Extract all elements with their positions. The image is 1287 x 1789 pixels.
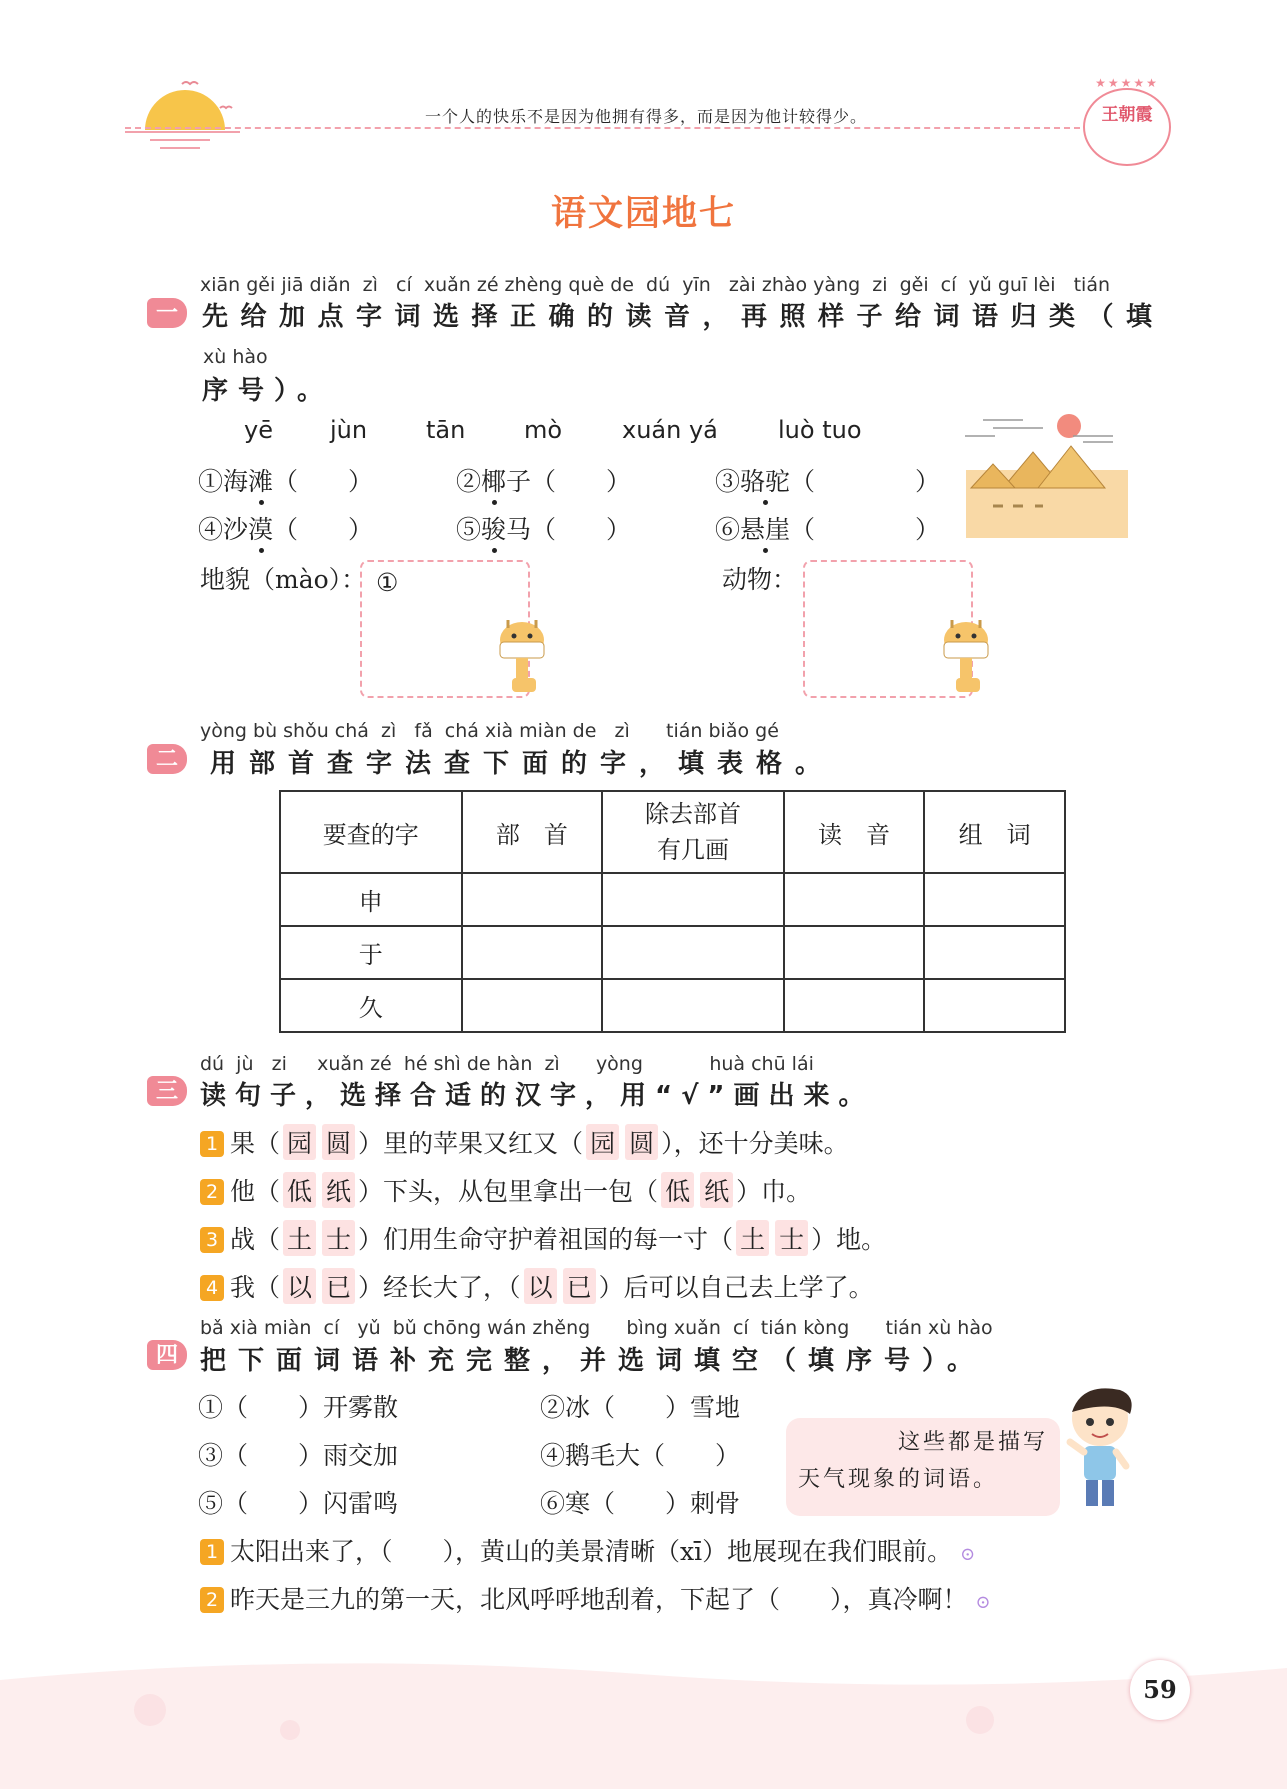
reading-option: jùn <box>330 416 368 444</box>
answer-cell[interactable] <box>924 979 1065 1032</box>
choice-option[interactable]: 已 <box>563 1268 596 1304</box>
row-character: 久 <box>280 979 462 1032</box>
table-header: 除去部首 有几画 <box>602 791 784 873</box>
answer-cell[interactable] <box>462 873 603 926</box>
section1-badge: 一 <box>147 298 187 328</box>
tip-line2: 天气现象的词语。 <box>798 1467 999 1492</box>
table-header: 要查的字 <box>280 791 462 873</box>
word-item: ①海滩（ ） <box>198 467 374 496</box>
idiom-item: ①（ ）开雾散 <box>198 1393 399 1422</box>
answer-cell[interactable] <box>924 873 1065 926</box>
location-pin-icon: ⊙ <box>960 1544 976 1565</box>
section1-instruction-line2: 序号）。 <box>202 376 334 406</box>
footer-wave <box>0 1650 1287 1789</box>
section1-pinyin-line2: xù hào <box>203 346 268 368</box>
table-header: 读 音 <box>784 791 925 873</box>
desert-pyramid-illustration <box>963 402 1131 540</box>
logo-text: 王朝霞 <box>1101 105 1153 125</box>
section2-instruction: 用部首查字法查下面的字，填表格。 <box>210 749 835 779</box>
word-item: ②椰子（ ） <box>456 467 632 496</box>
choice-sentence: 3 战（ 土 士 ）们用生命守护着祖国的每一寸（ 土 士 ）地。 <box>200 1220 886 1256</box>
table-row <box>280 926 1065 979</box>
reading-option: luò tuo <box>778 416 862 444</box>
reading-option: tān <box>426 416 466 444</box>
word-item: ⑤骏马（ ） <box>456 515 632 544</box>
choice-option[interactable]: 纸 <box>700 1172 733 1208</box>
choice-option[interactable]: 纸 <box>322 1172 355 1208</box>
idiom-item: ④鹅毛大（ ） <box>540 1441 741 1470</box>
idiom-item: ⑥寒（ ）刺骨 <box>540 1489 741 1518</box>
tip-line1: 这些都是描写 <box>897 1430 1048 1455</box>
category2-label: 动物： <box>722 565 798 594</box>
publisher-logo: ★★★★★ 王朝霞 <box>1083 88 1171 166</box>
choice-sentence: 4 我（ 以 已 ）经长大了，（ 以 已 ）后可以自己去上学了。 <box>200 1268 874 1304</box>
row-character: 于 <box>280 926 462 979</box>
choice-sentence: 1 果（ 园 圆 ）里的苹果又红又（ 园 圆 ），还十分美味。 <box>200 1124 849 1160</box>
choice-option[interactable]: 以 <box>283 1268 316 1304</box>
answer-cell[interactable] <box>602 979 784 1032</box>
answer-cell[interactable] <box>462 926 603 979</box>
table-row <box>280 873 1065 926</box>
word-item: ④沙漠（ ） <box>198 515 374 544</box>
section1-instruction-line1: 先给加点字词选择正确的读音，再照样子给词语归类（填 <box>202 302 1165 332</box>
category1-example: ① <box>376 568 399 597</box>
choice-sentence: 2 他（ 低 纸 ）下头，从包里拿出一包（ 低 纸 ）巾。 <box>200 1172 811 1208</box>
section4-pinyin: bǎ xià miàn cí yǔ bǔ chōng wán zhěng bìng xuǎn cí tián kòng tián xù hào <box>200 1317 993 1339</box>
fill-sentence: 1 太阳出来了，（ ），黄山的美景清晰（xī）地展现在我们眼前。 ⊙ <box>200 1532 975 1568</box>
choice-option[interactable]: 圆 <box>322 1124 355 1160</box>
word-item: ③骆驼（ ） <box>715 467 941 496</box>
tip-bubble <box>786 1418 1060 1516</box>
page-number: 59 <box>1143 1675 1177 1704</box>
row-character: 申 <box>280 873 462 926</box>
category1-label: 地貌（mào）： <box>200 565 367 594</box>
section2-pinyin: yòng bù shǒu chá zì fǎ chá xià miàn de zì tián biǎo gé <box>200 720 779 742</box>
table-header: 部 首 <box>462 791 603 873</box>
page-title: 语文园地七 <box>550 194 736 234</box>
lookup-table <box>279 790 1066 1033</box>
table-header: 组 词 <box>924 791 1065 873</box>
reading-option: yē <box>244 416 273 444</box>
choice-option[interactable]: 低 <box>661 1172 694 1208</box>
sun-decoration <box>120 70 240 155</box>
choice-option[interactable]: 园 <box>586 1124 619 1160</box>
giraffe-icon <box>938 612 994 696</box>
choice-option[interactable]: 土 <box>736 1220 769 1256</box>
section3-badge: 三 <box>147 1076 187 1106</box>
answer-cell[interactable] <box>784 979 925 1032</box>
choice-option[interactable]: 士 <box>775 1220 808 1256</box>
location-pin-icon: ⊙ <box>975 1592 991 1613</box>
reading-option: mò <box>524 416 563 444</box>
choice-option[interactable]: 士 <box>322 1220 355 1256</box>
idiom-item: ⑤（ ）闪雷鸣 <box>198 1489 399 1518</box>
section3-pinyin: dú jù zi xuǎn zé hé shì de hàn zì yòng huà chū lái <box>200 1053 814 1075</box>
idiom-item: ②冰（ ）雪地 <box>540 1393 741 1422</box>
choice-option[interactable]: 已 <box>322 1268 355 1304</box>
answer-cell[interactable] <box>784 873 925 926</box>
choice-option[interactable]: 低 <box>283 1172 316 1208</box>
choice-option[interactable]: 以 <box>524 1268 557 1304</box>
giraffe-icon <box>494 612 550 696</box>
boy-cartoon-icon <box>1058 1382 1138 1510</box>
section4-badge: 四 <box>147 1340 187 1370</box>
table-row <box>280 979 1065 1032</box>
fill-sentence: 2 昨天是三九的第一天，北风呼呼地刮着，下起了（ ），真冷啊！ ⊙ <box>200 1580 991 1616</box>
section4-instruction: 把下面词语补充完整，并选词填空（填序号）。 <box>200 1346 986 1376</box>
header-motto: 一个人的快乐不是因为他拥有得多，而是因为他计较得少。 <box>425 107 868 126</box>
choice-option[interactable]: 园 <box>283 1124 316 1160</box>
answer-cell[interactable] <box>784 926 925 979</box>
choice-option[interactable]: 圆 <box>625 1124 658 1160</box>
answer-cell[interactable] <box>602 926 784 979</box>
section2-badge: 二 <box>147 744 187 774</box>
page-number-circle <box>1130 1660 1190 1720</box>
answer-cell[interactable] <box>602 873 784 926</box>
answer-cell[interactable] <box>924 926 1065 979</box>
section1-pinyin-line1: xiān gěi jiā diǎn zì cí xuǎn zé zhèng què de dú yīn zài zhào yàng zi gěi cí yǔ guī lèi tián <box>200 274 1111 296</box>
reading-option: xuán yá <box>622 416 718 444</box>
answer-cell[interactable] <box>462 979 603 1032</box>
section3-instruction: 读句子，选择合适的汉字，用“√”画出来。 <box>200 1081 874 1111</box>
header-divider <box>125 127 1080 129</box>
idiom-item: ③（ ）雨交加 <box>198 1441 399 1470</box>
choice-option[interactable]: 土 <box>283 1220 316 1256</box>
word-item: ⑥悬崖（ ） <box>715 515 941 544</box>
